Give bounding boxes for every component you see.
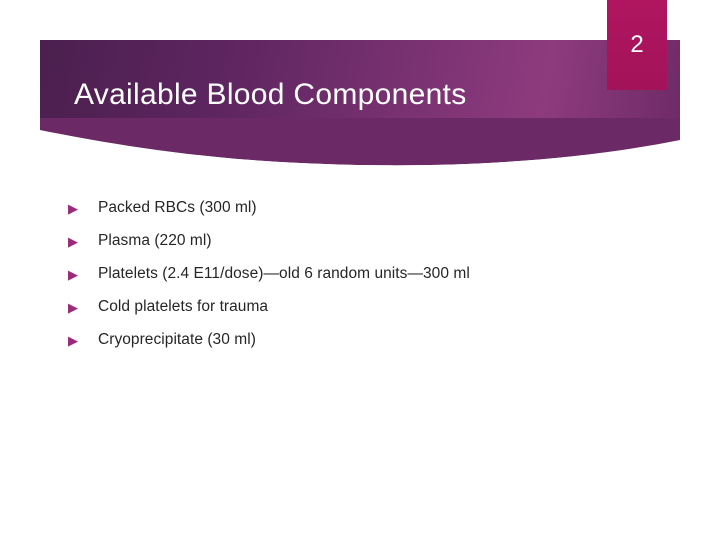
triangle-bullet-icon: ▶ bbox=[68, 234, 78, 249]
slide-number-tab bbox=[607, 0, 667, 90]
list-item-label: Cold platelets for trauma bbox=[98, 298, 269, 315]
list-item bbox=[68, 262, 668, 286]
page-title: Available Blood Components bbox=[74, 78, 467, 111]
triangle-bullet-icon: ▶ bbox=[68, 300, 78, 315]
triangle-bullet-icon: ▶ bbox=[68, 201, 78, 216]
triangle-bullet-icon: ▶ bbox=[68, 333, 78, 348]
list-item-label: Plasma (220 ml) bbox=[98, 232, 212, 249]
list-item-label: Platelets (2.4 E11/dose)—old 6 random units—300 ml bbox=[98, 265, 470, 282]
list-item-label: Packed RBCs (300 ml) bbox=[98, 199, 257, 216]
triangle-bullet-icon: ▶ bbox=[68, 267, 78, 282]
bullet-list bbox=[68, 196, 668, 361]
list-item bbox=[68, 328, 668, 352]
title-band bbox=[40, 40, 680, 155]
list-item-label: Cryoprecipitate (30 ml) bbox=[98, 331, 256, 348]
list-item bbox=[68, 295, 668, 319]
band-sheen bbox=[40, 115, 680, 155]
list-item bbox=[68, 229, 668, 253]
slide-number: 2 bbox=[630, 31, 644, 58]
list-item bbox=[68, 196, 668, 220]
